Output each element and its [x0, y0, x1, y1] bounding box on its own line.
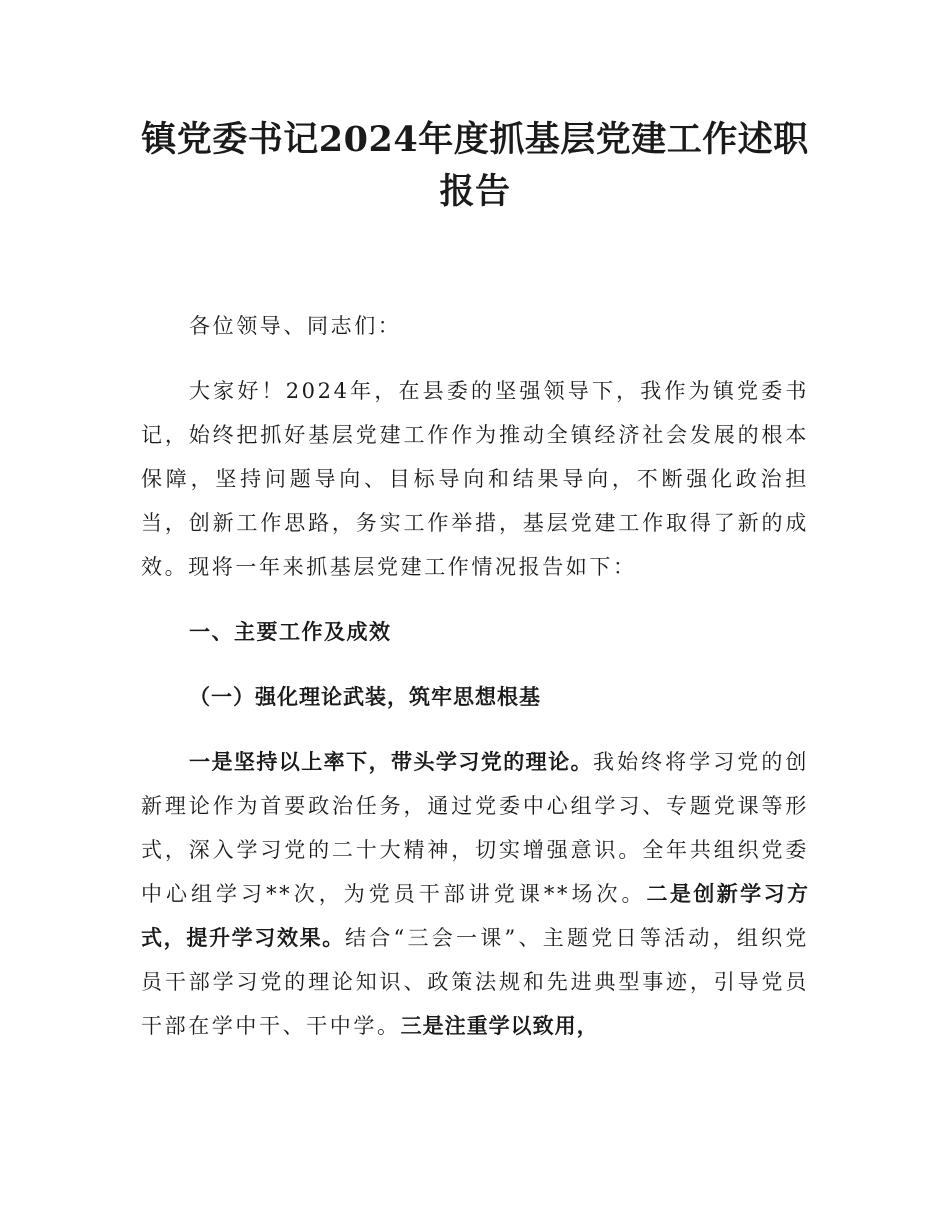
intro-paragraph: 大家好！2024年，在县委的坚强领导下，我作为镇党委书记，始终把抓好基层党建工作作为推动全镇经济社会发展的根本保障，坚持问题导向、目标导向和结果导向，不断强化政治担当，创新工作思路，务实工作举措，基层党建工作取得了新的成效。现将一年来抓基层党建工作情况报告如下：: [141, 379, 809, 579]
section-heading: 一、主要工作及成效: [189, 620, 392, 644]
subsection-heading: （一）强化理论武装，筑牢思想根基: [189, 685, 541, 709]
salutation: 各位领导、同志们：: [189, 314, 402, 338]
body-paragraph: [141, 740, 809, 1048]
point-text-1: 我始终将学习党的创新理论作为首要政治任务，通过党委中心组学习、专题党课等形式，深入学习党的二十大精神，切实增强意识。全年共组织党委中心组学习**次，为党员干部讲党课**场次。: [141, 750, 809, 906]
point-lead-3: 三是注重学以致用，: [400, 1014, 599, 1038]
point-lead-1: 一是坚持以上率下，带头学习党的理论。: [189, 750, 594, 774]
point-text-2: 结合“三会一课”、主题党日等活动，组织党员干部学习党的理论知识、政策法规和先进典型事迹，引导党员干部在学中干、干中学。: [141, 926, 809, 1038]
document-title: 镇党委书记2024年度抓基层党建工作述职报告: [141, 119, 809, 212]
point-lead-2: 二是创新学习方式，提升学习效果。: [141, 882, 810, 950]
